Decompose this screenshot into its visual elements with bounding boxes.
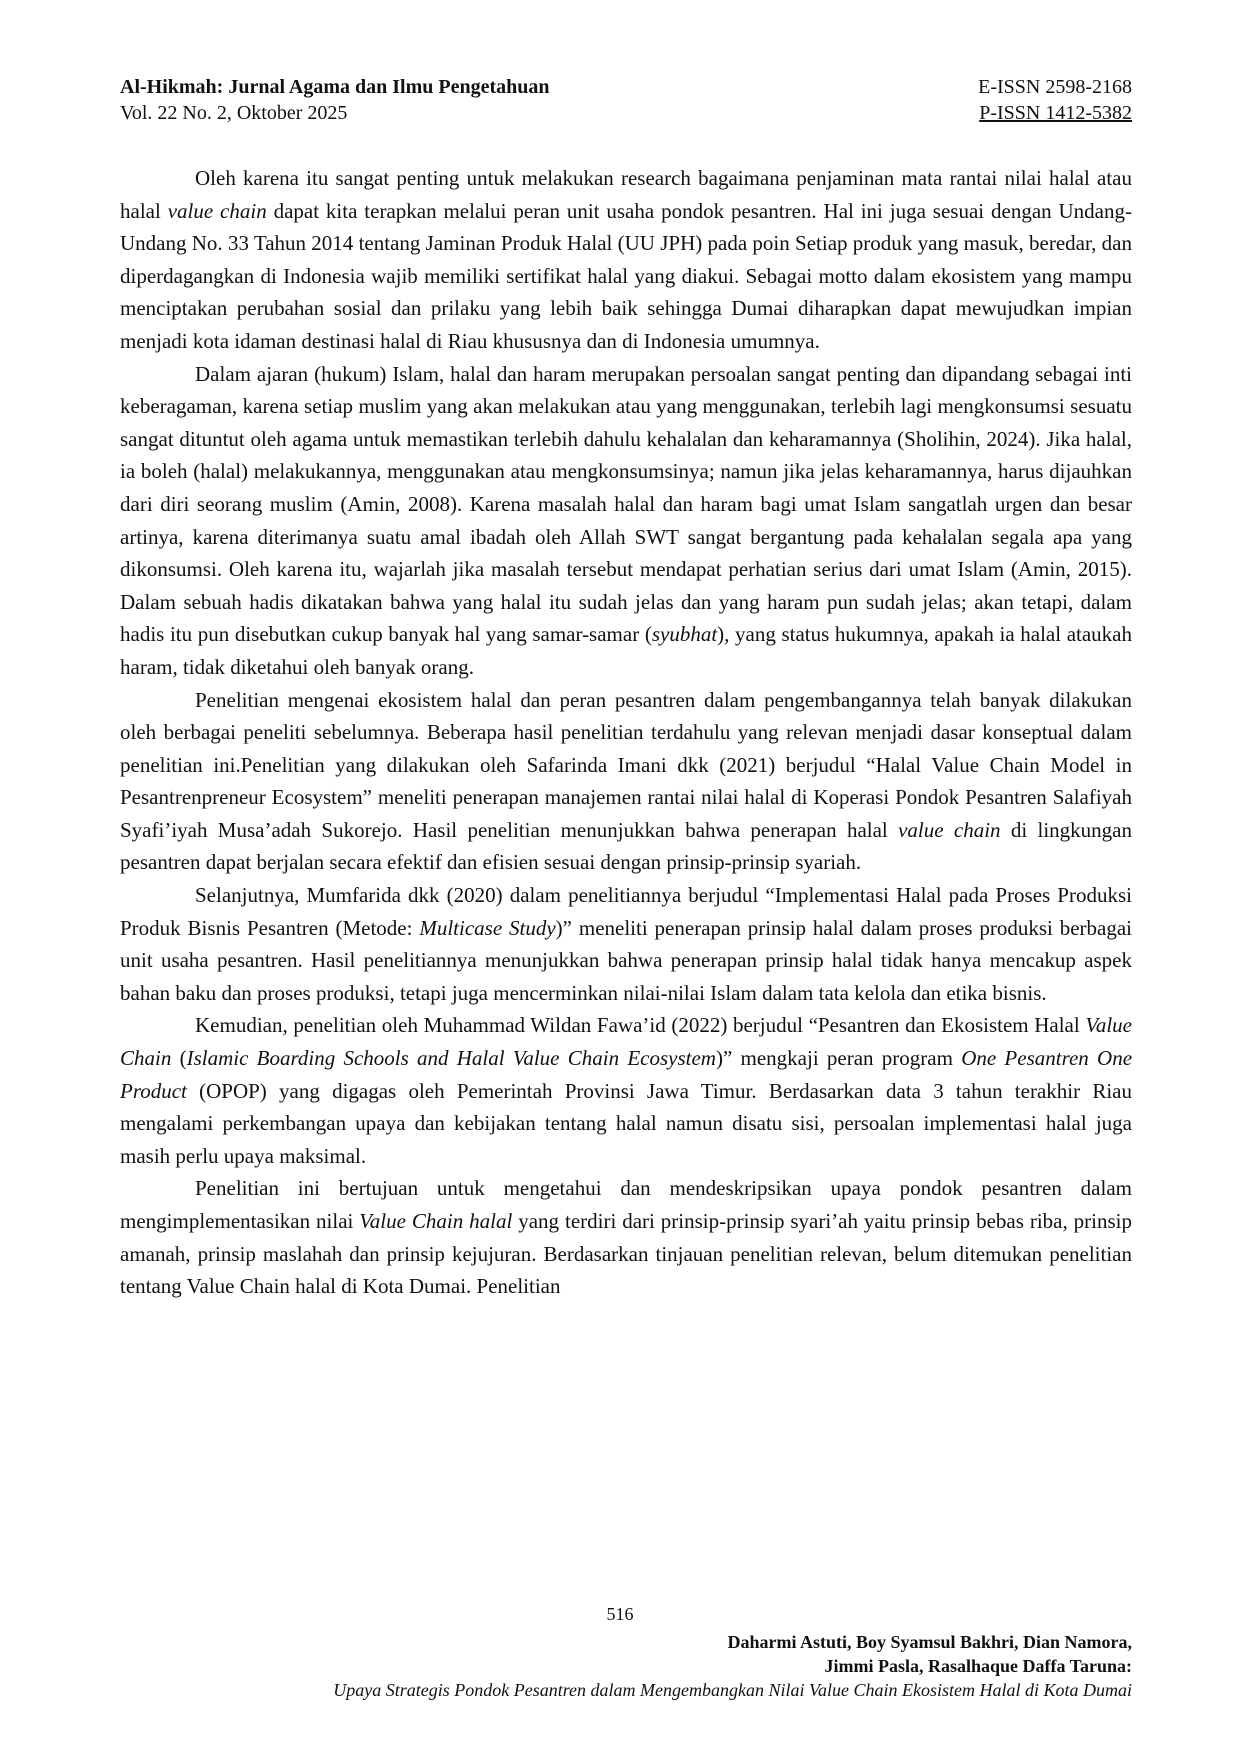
text-run: ), yang status hukumnya, apakah ia halal ataukah haram, tidak diketahui oleh banyak orang. xyxy=(120,622,1132,679)
text-run: Penelitian ini bertujuan untuk mengetahui dan mendeskripsikan upaya pondok pesantren dalam mengimplementasikan nilai xyxy=(120,1176,1132,1233)
footer-article-title: Upaya Strategis Pondok Pesantren dalam Mengembangkan Nilai Value Chain Ekosistem Halal di Kota Dumai xyxy=(333,1680,1132,1700)
italic-run: One Pesantren One Product xyxy=(120,1046,1133,1103)
text-run: )” meneliti penerapan prinsip halal dalam proses produksi berbagai unit usaha pesantren. Hasil penelitiannya menunjukkan bahwa penerapan prinsip halal tidak hanya mencakup aspek bahan baku dan proses produksi, tetapi juga mencerminkan nilai-nilai Islam dalam tata kelola dan etika bisnis. xyxy=(120,915,1132,1005)
journal-volume: Vol. 22 No. 2, Oktober 2025 xyxy=(120,102,348,124)
paragraph xyxy=(120,358,1132,684)
page-number: 516 xyxy=(606,1604,634,1624)
text-run: Oleh karena itu sangat penting untuk melakukan research bagaimana penjaminan mata rantai nilai halal atau halal xyxy=(120,166,1132,223)
text-run: Selanjutnya, Mumfarida dkk (2020) dalam penelitiannya berjudul “Implementasi Halal pada Proses Produksi Produk Bisnis Pesantren (Metode: xyxy=(120,883,1132,940)
paragraph xyxy=(120,879,1132,1009)
article-body xyxy=(120,162,1132,1303)
pissn: P-ISSN 1412-5382 xyxy=(979,102,1132,124)
text-run: (OPOP) yang digagas oleh Pemerintah Provinsi Jawa Timur. Berdasarkan data 3 tahun terakhir Riau mengalami perkembangan upaya dan kebijakan tentang halal namun disatu sisi, persoalan implementasi halal juga masih perlu upaya maksimal. xyxy=(120,1078,1132,1168)
footer-authors-line2: Jimmi Pasla, Rasalhaque Daffa Taruna: xyxy=(824,1656,1132,1676)
italic-run: value chain xyxy=(167,198,267,223)
text-run: Kemudian, penelitian oleh Muhammad Wildan Fawa’id (2022) berjudul “Pesantren dan Ekosistem Halal xyxy=(195,1013,1086,1038)
italic-run: Value Chain xyxy=(120,1013,1132,1071)
eissn: E-ISSN 2598-2168 xyxy=(978,76,1132,98)
text-run: dapat kita terapkan melalui peran unit usaha pondok pesantren. Hal ini juga sesuai dengan Undang-Undang No. 33 Tahun 2014 tentang Jaminan Produk Halal (UU JPH) pada poin Setiap produk yang masuk, beredar, dan diperdagangkan di Indonesia wajib memiliki sertifikat halal yang diakui. Sebagai motto dalam ekosistem yang mampu menciptakan perubahan sosial dan prilaku yang lebih baik sehingga Dumai diharapkan dapat mewujudkan impian menjadi kota idaman destinasi halal di Riau khususnya dan di Indonesia umumnya. xyxy=(120,198,1132,353)
running-header xyxy=(120,74,1132,126)
text-run: yang terdiri dari prinsip-prinsip syari’ah yaitu prinsip bebas riba, prinsip amanah, prinsip maslahah dan prinsip kejujuran. Berdasarkan tinjauan penelitian relevan, belum ditemukan penelitian tentang Value Chain halal di Kota Dumai. Penelitian xyxy=(120,1209,1132,1299)
footer-authors-line1: Daharmi Astuti, Boy Syamsul Bakhri, Dian Namora, xyxy=(727,1632,1132,1652)
journal-title: Al-Hikmah: Jurnal Agama dan Ilmu Pengetahuan xyxy=(120,76,550,98)
paragraph xyxy=(120,684,1132,880)
text-run: di lingkungan pesantren dapat berjalan secara efektif dan efisien sesuai dengan prinsip-prinsip syariah. xyxy=(120,817,1132,875)
text-run: )” mengkaji peran program xyxy=(715,1046,962,1071)
running-footer xyxy=(120,1630,1132,1702)
paragraph xyxy=(120,162,1132,358)
text-run: ( xyxy=(171,1046,187,1071)
italic-run: Multicase Study xyxy=(419,915,556,940)
italic-run: Islamic Boarding Schools and Halal Value Chain Ecosystem xyxy=(186,1046,716,1071)
italic-run: syubhat xyxy=(651,622,718,647)
italic-run: value chain xyxy=(898,817,1001,842)
paragraph xyxy=(120,1009,1132,1172)
paragraph xyxy=(120,1172,1132,1302)
text-run: Penelitian mengenai ekosistem halal dan peran pesantren dalam pengembangannya telah banyak dilakukan oleh berbagai peneliti sebelumnya. Beberapa hasil penelitian terdahulu yang relevan menjadi dasar konseptual dalam penelitian ini.Penelitian yang dilakukan oleh Safarinda Imani dkk (2021) berjudul “Halal Value Chain Model in Pesantrenpreneur Ecosystem” meneliti penerapan manajemen rantai nilai halal di Koperasi Pondok Pesantren Salafiyah Syafi’iyah Musa’adah Sukorejo. Hasil penelitian menunjukkan bahwa penerapan halal xyxy=(120,687,1132,842)
italic-run: Value Chain halal xyxy=(359,1209,513,1233)
text-run: Dalam ajaran (hukum) Islam, halal dan haram merupakan persoalan sangat penting dan dipandang sebagai inti keberagaman, karena setiap muslim yang akan melakukan atau yang menggunakan, terlebih lagi mengkonsumsi sesuatu sangat dituntut oleh agama untuk memastikan terlebih dahulu kehalalan dan keharamannya (Sholihin, 2024). Jika halal, ia boleh (halal) melakukannya, menggunakan atau mengkonsumsinya; namun jika jelas keharamannya, harus dijauhkan dari diri seorang muslim (Amin, 2008). Karena masalah halal dan haram bagi umat Islam sangatlah urgen dan besar artinya, karena diterimanya suatu amal ibadah oleh Allah SWT sangat bergantung pada kehalalan segala apa yang dikonsumsi. Oleh karena itu, wajarlah jika masalah tersebut mendapat perhatian serius dari umat Islam (Amin, 2015). Dalam sebuah hadis dikatakan bahwa yang halal itu sudah jelas dan yang haram pun sudah jelas; akan tetapi, dalam hadis itu pun disebutkan cukup banyak hal yang samar-samar ( xyxy=(120,361,1132,647)
